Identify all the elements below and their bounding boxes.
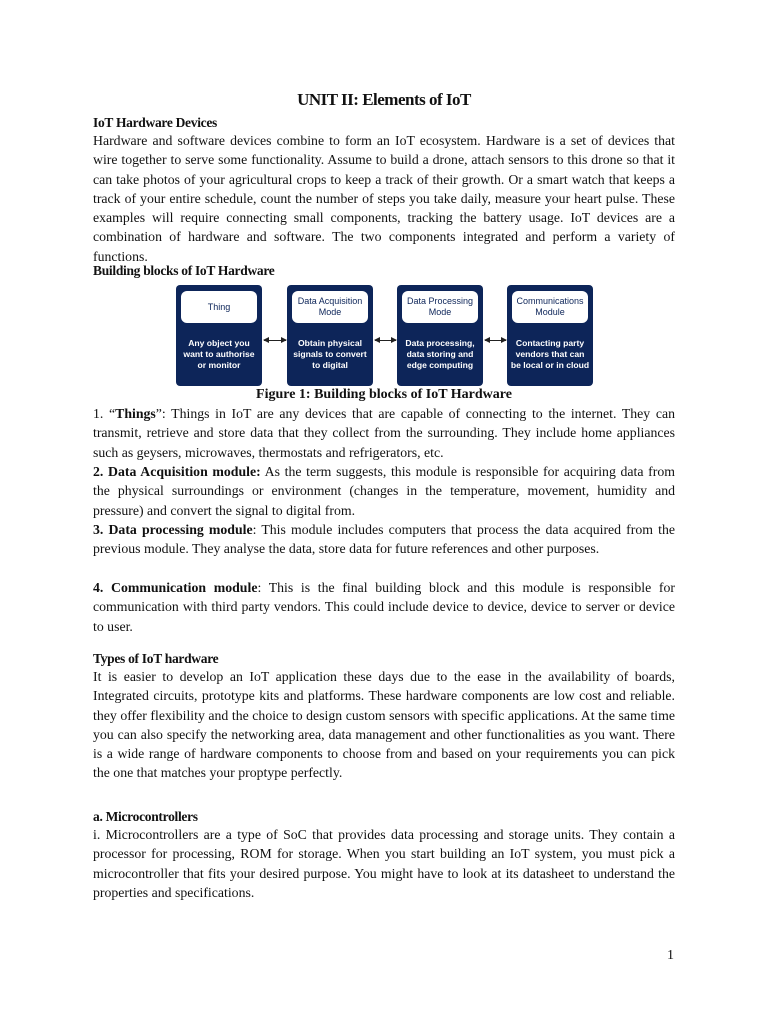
figure-caption: Figure 1: Building blocks of IoT Hardware (256, 387, 512, 402)
list-item-term: 2. Data Acquisition module: (93, 464, 261, 479)
paragraph-types: It is easier to develop an IoT application these days due to the ease in the availability of boards, Integrated circuits, prototype kits and platforms. These hardware components are low cost and reliable. they offer flexibility and the choice to design custom sensors with specific applications. At the same time you can also specify the networking area, data management and other functionalities as you want. There is a wide range of hardware components to choose from and based on your requirements you can pick the one that matches your proptype perfectly. (93, 669, 675, 781)
block-communications (507, 285, 593, 386)
block-thing (176, 285, 262, 386)
section-heading-building-blocks: Building blocks of IoT Hardware (93, 263, 275, 278)
block-data-processing (397, 285, 483, 386)
block-data-processing-body: Data processing, data storing and edge computing (405, 338, 475, 370)
page-number: 1 (667, 948, 674, 963)
list-item-things (93, 404, 675, 462)
list-item-term: Things (115, 406, 156, 421)
list-item-term: 4. Communication module (93, 580, 258, 595)
list-item-text: ”: Things in IoT are any devices that are capable of connecting to the internet. They can transmit, retrieve and store data that they collect from the surrounding. They include home appliances such as geysers, microwaves, thermostats and refrigerators, etc. (93, 406, 676, 460)
block-data-acquisition-title: Data Acquisition Mode (292, 291, 368, 323)
page-title: UNIT II: Elements of IoT (297, 90, 471, 109)
list-item-text: : This module includes computers that process the data acquired from the previous module. They analyse the data, store data for future references and other purposes. (93, 522, 675, 557)
section-heading-hardware-devices: IoT Hardware Devices (93, 115, 217, 130)
block-thing-body: Any object you want to authorise or monitor (183, 338, 255, 370)
double-arrow-icon (264, 340, 286, 341)
block-communications-body: Contacting party vendors that can be local or in cloud (510, 338, 590, 370)
list-item-term: 3. Data processing module (93, 522, 253, 537)
list-item-text: : This is the final building block and this module is responsible for communication with third party vendors. This could include device to device, device to server or device to user. (93, 580, 676, 634)
block-data-processing-title: Data Processing Mode (402, 291, 478, 323)
building-blocks-diagram (176, 285, 593, 386)
paragraph-microcontrollers: i. Microcontrollers are a type of SoC that provides data processing and storage units. They contain a processor for processing, ROM for storage. When you start building an IoT system, you must pick a microcontroller that fits your desired purpose. You might have to look at its datasheet to understand the properties and specifications. (93, 827, 675, 900)
list-item-data-acquisition (93, 462, 675, 520)
section-heading-types: Types of IoT hardware (93, 651, 219, 666)
paragraph-hardware-devices: Hardware and software devices combine to form an IoT ecosystem. Hardware is a set of devices that wire together to serve some functionality. Assume to build a drone, attach sensors to this drone so that it can take photos of your agricultural crops to keep a track of their growth. Or a smart watch that keeps a track of your entire schedule, count the number of steps you take daily, measure your heart pulse. These examples will require connecting small components, tracking the battery usage. IoT devices are a combination of hardware and software. The two components integrated and perform a variety of functions. (93, 133, 675, 264)
double-arrow-icon (485, 340, 506, 341)
double-arrow-icon (375, 340, 396, 341)
list-item-lead: 1. “ (93, 406, 116, 421)
section-heading-microcontrollers: a. Microcontrollers (93, 809, 198, 824)
list-item-text: As the term suggests, this module is responsible for acquiring data from the physical surroundings or environment (changes in the temperature, movement, humidity and pressure) and convert the signal to digital from. (93, 464, 675, 518)
list-item-data-processing (93, 520, 675, 559)
block-thing-title: Thing (181, 291, 257, 323)
block-data-acquisition-body: Obtain physical signals to convert to digital (293, 338, 367, 370)
list-item-communication (93, 578, 675, 636)
block-communications-title: Communications Module (512, 291, 588, 323)
block-data-acquisition (287, 285, 373, 386)
